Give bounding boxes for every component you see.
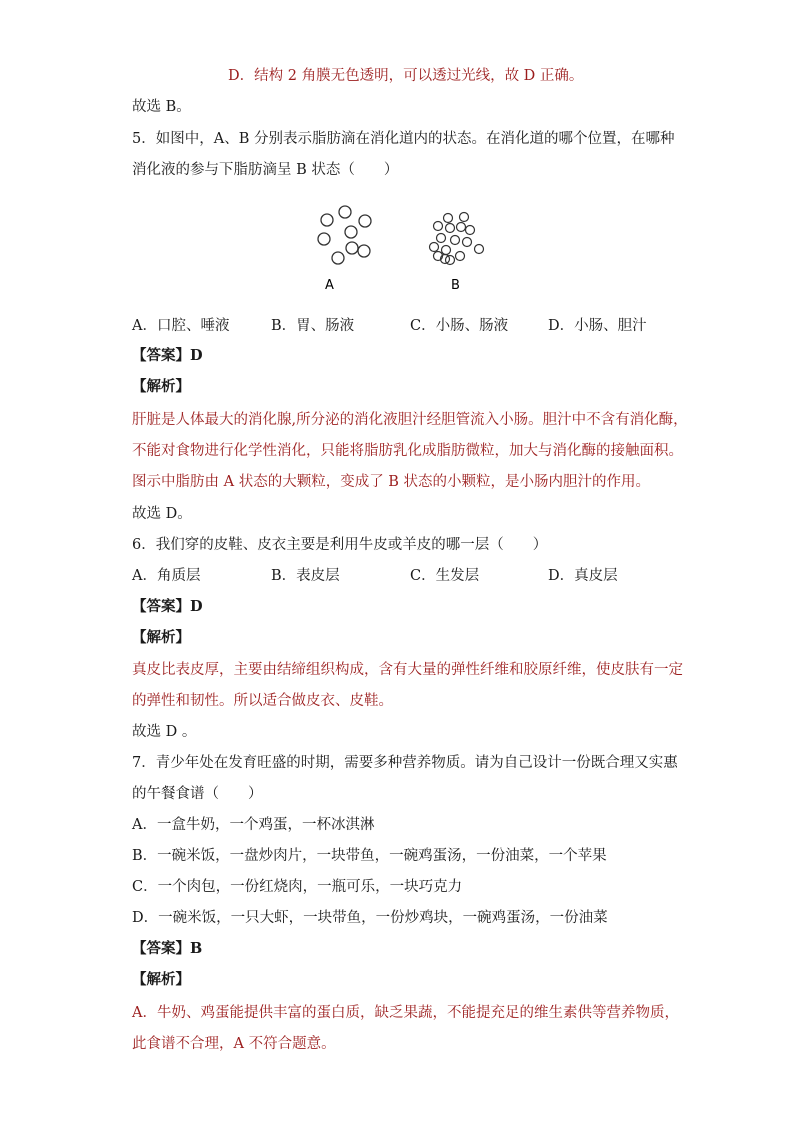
question-7-option-c: C．一个肉包，一份红烧肉，一瓶可乐，一块巧克力 bbox=[132, 879, 463, 895]
question-6-option-d: D．真皮层 bbox=[548, 568, 618, 584]
question-5-analysis-line: 图示中脂肪由 A 状态的大颗粒，变成了 B 状态的小颗粒，是小肠内胆汁的作用。 bbox=[132, 474, 651, 490]
question-6-stem: 6．我们穿的皮鞋、皮衣主要是利用牛皮或羊皮的哪一层（ ） bbox=[132, 537, 548, 553]
question-5-analysis-line: 不能对食物进行化学性消化，只能将脂肪乳化成脂肪微粒，加大与消化酶的接触面积。 bbox=[132, 443, 683, 459]
question-7-option-a: A．一盒牛奶，一个鸡蛋，一杯冰淇淋 bbox=[132, 817, 375, 833]
prev-conclusion: 故选 B。 bbox=[132, 99, 191, 115]
question-7-analysis-title: 【解析】 bbox=[132, 971, 190, 988]
question-5-option-d: D．小肠、胆汁 bbox=[548, 318, 647, 334]
question-7-stem: 7．青少年处在发育旺盛的时期，需要多种营养物质。请为自己设计一份既合理又实惠 bbox=[132, 755, 678, 771]
question-6-conclusion: 故选 D 。 bbox=[132, 724, 197, 740]
question-7-option-b: B．一碗米饭，一盘炒肉片，一块带鱼，一碗鸡蛋汤，一份油菜，一个苹果 bbox=[132, 848, 607, 864]
figure-label-a: A bbox=[325, 278, 334, 293]
question-7-option-d: D．一碗米饭，一只大虾，一块带鱼，一份炒鸡块，一碗鸡蛋汤，一份油菜 bbox=[132, 910, 608, 926]
fat-droplet-figure bbox=[300, 200, 500, 295]
question-5-conclusion: 故选 D。 bbox=[132, 506, 192, 522]
small-droplets-b bbox=[430, 213, 484, 265]
prev-answer-d: D．结构 2 角膜无色透明，可以透过光线，故 D 正确。 bbox=[228, 68, 584, 84]
question-5-option-b: B．胃、肠液 bbox=[271, 318, 355, 334]
question-7-analysis-line: 此食谱不合理，A 不符合题意。 bbox=[132, 1036, 336, 1052]
question-7-answer: 【答案】B bbox=[132, 940, 203, 957]
question-6-option-c: C．生发层 bbox=[410, 568, 480, 584]
question-5-stem: 5．如图中，A、B 分别表示脂肪滴在消化道内的状态。在消化道的哪个位置，在哪种 bbox=[132, 131, 675, 147]
large-droplets-a bbox=[318, 206, 371, 264]
question-5-option-a: A．口腔、唾液 bbox=[132, 318, 230, 334]
question-5-option-c: C．小肠、肠液 bbox=[410, 318, 509, 334]
question-7-stem-cont: 的午餐食谱（ ） bbox=[132, 786, 263, 802]
question-5-answer: 【答案】D bbox=[132, 347, 203, 364]
question-7-analysis-line: A．牛奶、鸡蛋能提供丰富的蛋白质，缺乏果蔬，不能提充足的维生素供等营养物质， bbox=[132, 1005, 679, 1021]
question-6-analysis-title: 【解析】 bbox=[132, 629, 190, 646]
question-6-analysis-line: 的弹性和韧性。所以适合做皮衣、皮鞋。 bbox=[132, 693, 393, 709]
question-6-option-b: B．表皮层 bbox=[271, 568, 340, 584]
question-5-analysis-line: 肝脏是人体最大的消化腺,所分泌的消化液胆汁经胆管流入小肠。胆汁中不含有消化酶， bbox=[132, 412, 688, 428]
question-6-answer: 【答案】D bbox=[132, 598, 203, 615]
figure-label-b: B bbox=[451, 278, 460, 293]
question-5-analysis-title: 【解析】 bbox=[132, 378, 190, 395]
question-6-analysis-line: 真皮比表皮厚，主要由结缔组织构成，含有大量的弹性纤维和胶原纤维，使皮肤有一定 bbox=[132, 662, 683, 678]
question-5-stem-cont: 消化液的参与下脂肪滴呈 B 状态（ ） bbox=[132, 162, 399, 178]
question-6-option-a: A．角质层 bbox=[132, 568, 201, 584]
